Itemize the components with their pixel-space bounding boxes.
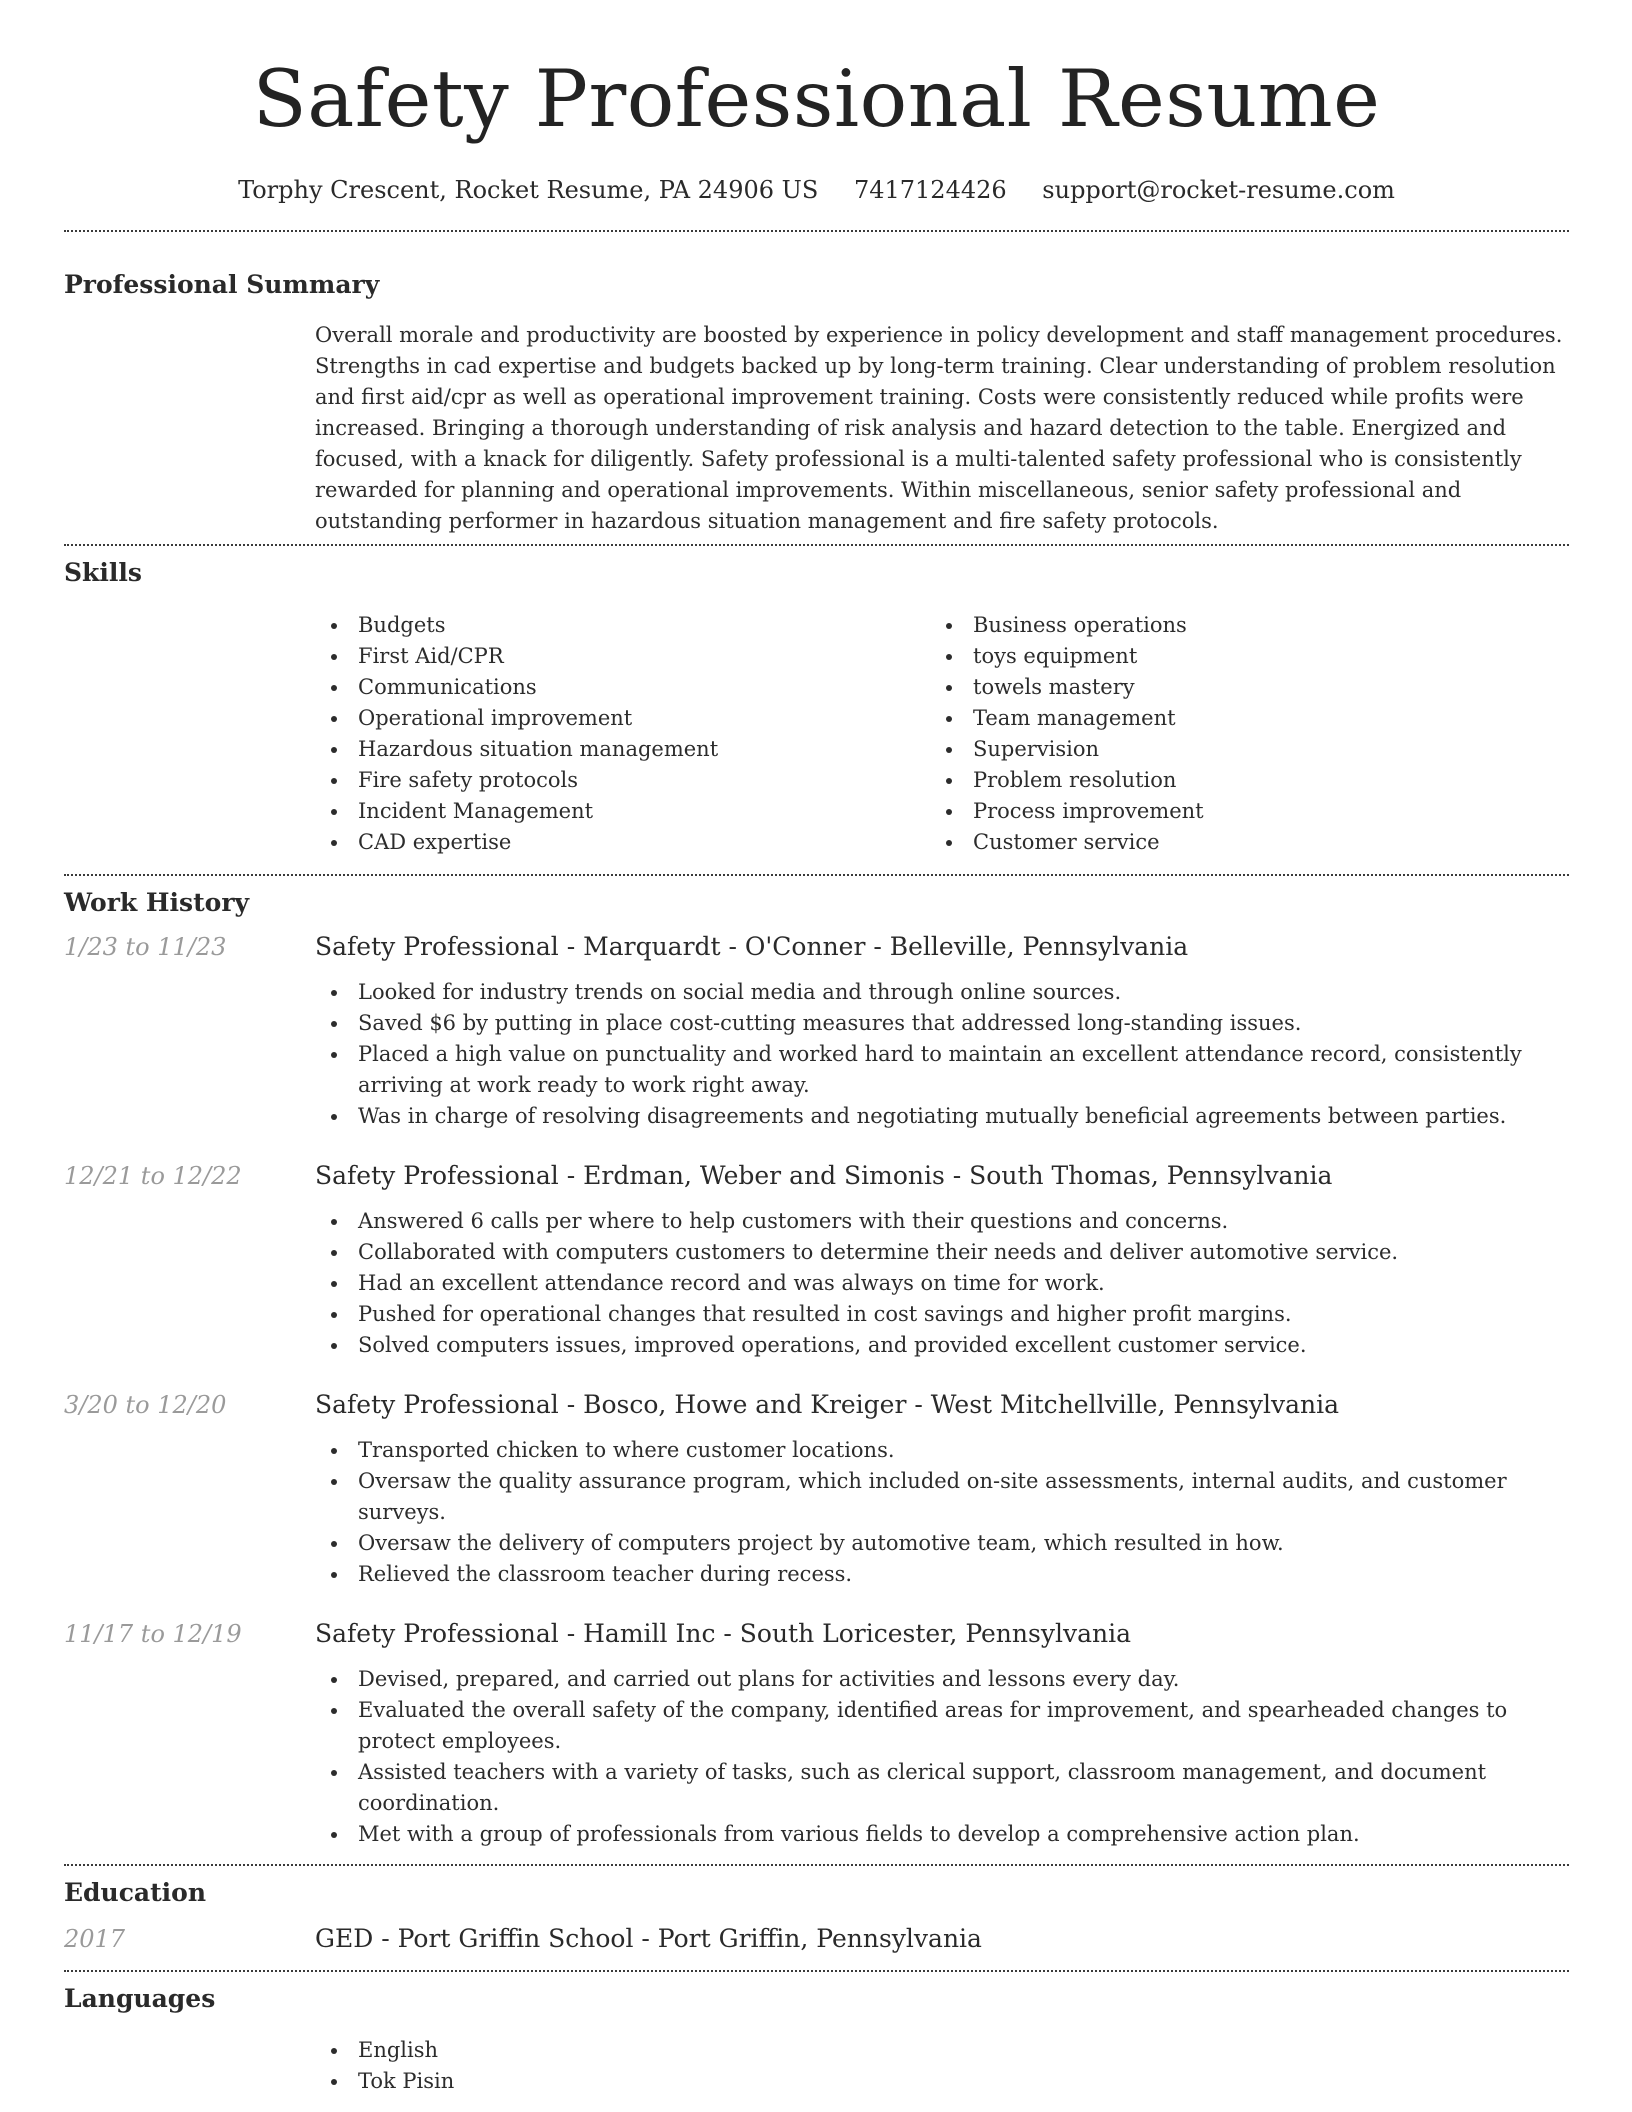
divider <box>64 1970 1569 1972</box>
skill-item: CAD expertise <box>315 827 930 858</box>
job-bullet: Had an excellent attendance record and was always on time for work. <box>315 1268 1569 1299</box>
job-bullet: Placed a high value on punctuality and worked hard to maintain an excellent attendance record, consistently arriving at work ready to work right away. <box>315 1039 1569 1101</box>
contact-email: support@rocket-resume.com <box>1042 176 1395 204</box>
job-bullet: Solved computers issues, improved operations, and provided excellent customer service. <box>315 1330 1569 1361</box>
language-item: Tok Pisin <box>315 2066 1569 2097</box>
job-bullet: Transported chicken to where customer locations. <box>315 1435 1569 1466</box>
skill-item: Customer service <box>930 827 1545 858</box>
job-bullet: Relieved the classroom teacher during recess. <box>315 1559 1569 1590</box>
resume-page <box>64 0 1569 2097</box>
skills-list-left <box>315 610 930 858</box>
summary-text: Overall morale and productivity are boosted by experience in policy development and staff management procedures. Strengths in cad expertise and budgets backed up by long-term training. Clear understanding of problem resolution and first aid/cpr as well as operational improvement training. Costs were consistently reduced while profits were increased. Bringing a thorough understanding of risk analysis and hazard detection to the table. Energized and focused, with a knack for diligently. Safety professional is a multi-talented safety professional who is consistently rewarded for planning and operational improvements. Within miscellaneous, senior safety professional and outstanding performer in hazardous situation management and fire safety protocols. <box>315 323 1563 533</box>
skill-item: Operational improvement <box>315 703 930 734</box>
job-bullet: Oversaw the delivery of computers project by automotive team, which resulted in how. <box>315 1528 1569 1559</box>
job-entry <box>64 930 1569 1132</box>
resume-title: Safety Professional Resume <box>252 53 1381 145</box>
job-entry <box>64 1159 1569 1361</box>
job-bullet: Saved $6 by putting in place cost-cutting measures that addressed long-standing issues. <box>315 1008 1569 1039</box>
job-dates: 3/20 to 12/20 <box>64 1391 227 1419</box>
skill-item: Supervision <box>930 734 1545 765</box>
job-dates: 12/21 to 12/22 <box>64 1162 242 1190</box>
job-bullets <box>315 977 1569 1132</box>
skill-item: Fire safety protocols <box>315 765 930 796</box>
education-title: GED - Port Griffin School - Port Griffin, Pennsylvania <box>315 1924 982 1953</box>
job-bullets <box>315 1664 1569 1850</box>
job-bullet: Answered 6 calls per where to help customers with their questions and concerns. <box>315 1206 1569 1237</box>
job-bullet: Met with a group of professionals from various fields to develop a comprehensive action plan. <box>315 1819 1569 1850</box>
skill-item: Process improvement <box>930 796 1545 827</box>
job-title: Safety Professional - Marquardt - O'Conner - Belleville, Pennsylvania <box>315 932 1189 961</box>
skill-item: Business operations <box>930 610 1545 641</box>
skills-grid <box>315 610 1569 858</box>
contact-phone: 7417124426 <box>853 176 1007 204</box>
contact-address: Torphy Crescent, Rocket Resume, PA 24906 US <box>238 176 819 204</box>
skills-list-right <box>930 610 1545 858</box>
languages-list <box>315 2035 1569 2097</box>
education-heading: Education <box>64 1878 207 1907</box>
languages-heading: Languages <box>64 1984 216 2013</box>
job-bullet: Oversaw the quality assurance program, which included on-site assessments, internal audits, and customer surveys. <box>315 1466 1569 1528</box>
divider <box>64 544 1569 546</box>
job-entry <box>64 1617 1569 1850</box>
skill-item: toys equipment <box>930 641 1545 672</box>
language-item: English <box>315 2035 1569 2066</box>
contact-line <box>64 175 1569 205</box>
divider <box>64 874 1569 876</box>
divider <box>64 1864 1569 1866</box>
job-bullet: Was in charge of resolving disagreements and negotiating mutually beneficial agreements between parties. <box>315 1101 1569 1132</box>
summary-heading: Professional Summary <box>64 270 380 299</box>
skill-item: Team management <box>930 703 1545 734</box>
skill-item: Communications <box>315 672 930 703</box>
skill-item: Budgets <box>315 610 930 641</box>
education-entry <box>64 1922 1569 1956</box>
skill-item: First Aid/CPR <box>315 641 930 672</box>
work-heading: Work History <box>64 888 250 917</box>
education-dates: 2017 <box>64 1925 126 1953</box>
divider <box>64 230 1569 232</box>
job-entry <box>64 1388 1569 1590</box>
job-bullet: Pushed for operational changes that resulted in cost savings and higher profit margins. <box>315 1299 1569 1330</box>
skill-item: Problem resolution <box>930 765 1545 796</box>
job-title: Safety Professional - Erdman, Weber and Simonis - South Thomas, Pennsylvania <box>315 1161 1333 1190</box>
skill-item: towels mastery <box>930 672 1545 703</box>
job-dates: 11/17 to 12/19 <box>64 1620 242 1648</box>
job-bullet: Looked for industry trends on social media and through online sources. <box>315 977 1569 1008</box>
job-bullet: Evaluated the overall safety of the company, identified areas for improvement, and spearheaded changes to protect employees. <box>315 1695 1569 1757</box>
skill-item: Hazardous situation management <box>315 734 930 765</box>
job-bullet: Devised, prepared, and carried out plans for activities and lessons every day. <box>315 1664 1569 1695</box>
job-bullet: Assisted teachers with a variety of tasks, such as clerical support, classroom management, and document coordination. <box>315 1757 1569 1819</box>
skills-heading: Skills <box>64 558 142 587</box>
job-title: Safety Professional - Bosco, Howe and Kreiger - West Mitchellville, Pennsylvania <box>315 1390 1340 1419</box>
job-title: Safety Professional - Hamill Inc - South Loricester, Pennsylvania <box>315 1619 1131 1648</box>
job-dates: 1/23 to 11/23 <box>64 933 227 961</box>
job-bullet: Collaborated with computers customers to determine their needs and deliver automotive service. <box>315 1237 1569 1268</box>
job-bullets <box>315 1206 1569 1361</box>
job-bullets <box>315 1435 1569 1590</box>
skill-item: Incident Management <box>315 796 930 827</box>
